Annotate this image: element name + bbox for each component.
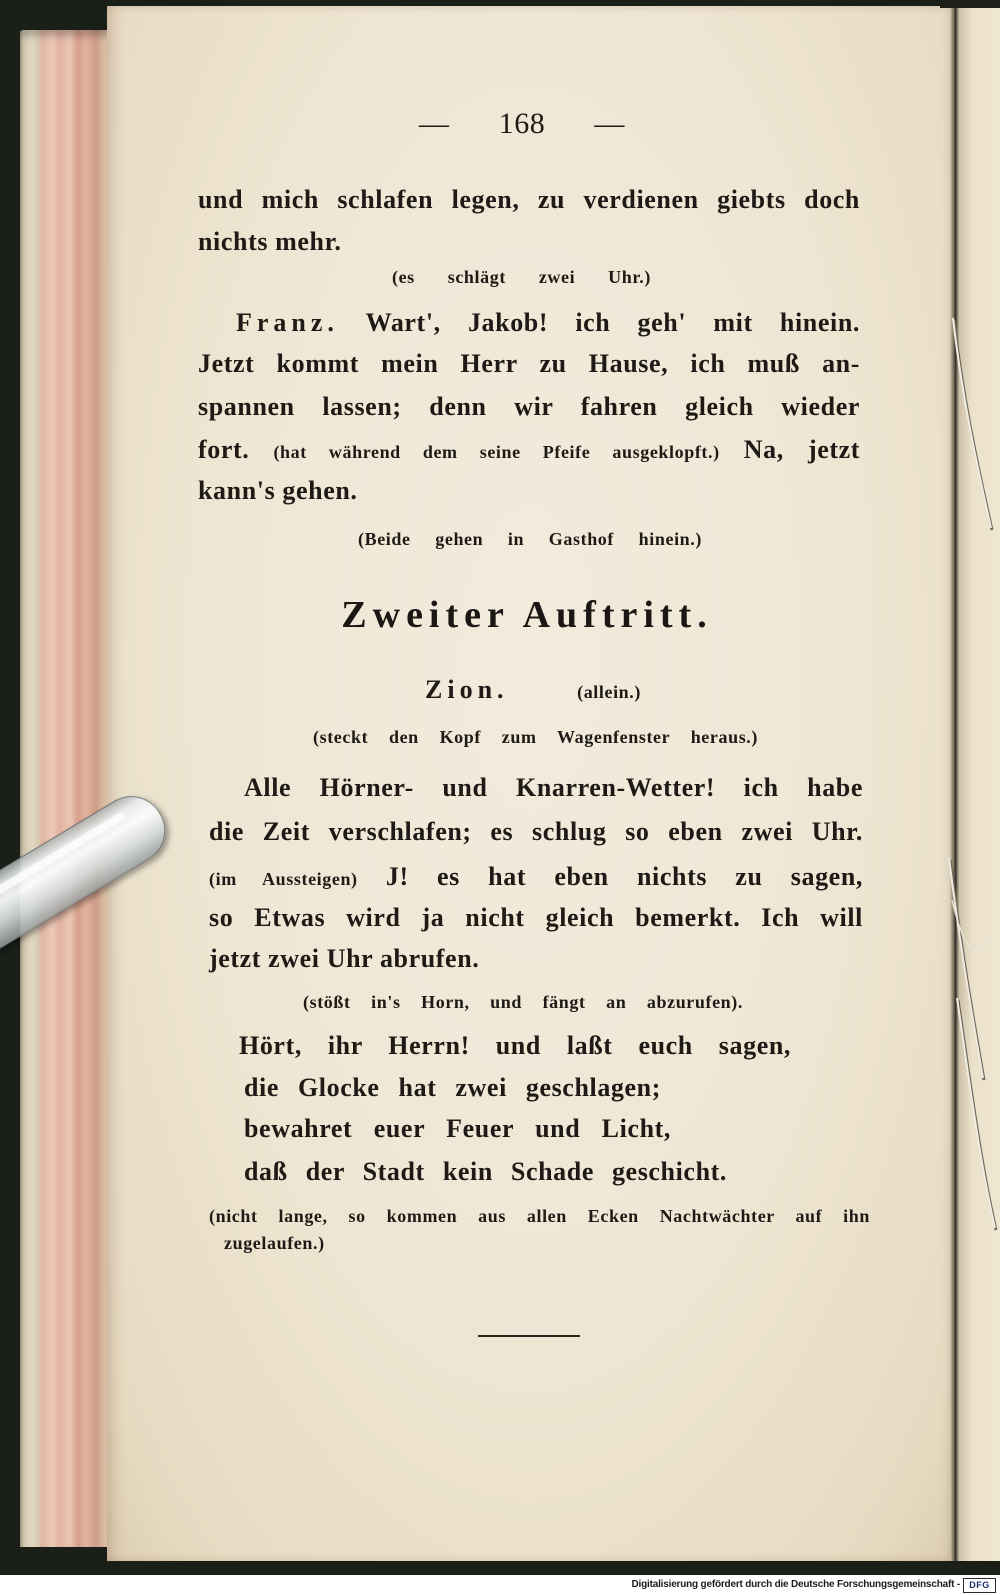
- text-line: die Zeit verschlafen; es schlug so eben zwei Uhr.: [209, 817, 863, 846]
- scene-heading: Zweiter Auftritt.: [341, 594, 713, 636]
- text-line: jetzt zwei Uhr abrufen.: [209, 944, 480, 973]
- text-line: [198, 433, 860, 467]
- text-line: so Etwas wird ja nicht gleich bemerkt. Ich will: [209, 903, 863, 932]
- page-number: — 168 —: [419, 107, 625, 140]
- character-note: (allein.): [577, 682, 641, 702]
- book-page: [107, 6, 954, 1561]
- stage-direction: (stößt in's Horn, und fängt an abzurufen).: [303, 992, 743, 1012]
- speaker-name: Franz.: [236, 308, 339, 337]
- verse-line: Hört, ihr Herrn! und laßt euch sagen,: [239, 1031, 791, 1060]
- stage-direction: zugelaufen.): [224, 1233, 325, 1253]
- verse-line: bewahret euer Feuer und Licht,: [244, 1114, 671, 1143]
- end-rule: [478, 1335, 580, 1337]
- dialogue-text: Wart', Jakob! ich geh' mit hinein.: [365, 308, 860, 337]
- binding-thread: [940, 300, 1000, 1260]
- page-stack-edges: [20, 30, 112, 1547]
- text-line: Jetzt kommt mein Herr zu Hause, ich muß an-: [198, 349, 860, 378]
- dialogue-text: fort.: [198, 435, 250, 464]
- dialogue-line-franz: [236, 306, 860, 340]
- verse-line: die Glocke hat zwei geschlagen;: [244, 1073, 661, 1102]
- character-heading: [425, 673, 641, 707]
- text-line: kann's gehen.: [198, 476, 358, 505]
- stage-direction: (Beide gehen in Gasthof hinein.): [358, 529, 702, 549]
- dialogue-text: Na, jetzt: [743, 435, 860, 464]
- text-line: nichts mehr.: [198, 227, 342, 256]
- dfg-logo: DFG: [963, 1578, 996, 1593]
- text-line: Alle Hörner- und Knarren-Wetter! ich habe: [244, 773, 863, 802]
- inline-stage-direction: (hat während dem seine Pfeife ausgeklopft.): [273, 442, 720, 462]
- stage-direction: (es schlägt zwei Uhr.): [392, 267, 651, 287]
- stage-direction: (steckt den Kopf zum Wagenfenster heraus.): [313, 727, 758, 747]
- stage-direction: (nicht lange, so kommen aus allen Ecken Nachtwächter auf ihn: [209, 1206, 870, 1226]
- top-shadow: [940, 0, 1000, 8]
- text-line: spannen lassen; denn wir fahren gleich wieder: [198, 392, 860, 421]
- digitization-credit-bar: [0, 1575, 1000, 1595]
- credit-text: Digitalisierung gefördert durch die Deutsche Forschungsgemeinschaft -: [631, 1579, 960, 1590]
- verse-line: daß der Stadt kein Schade geschicht.: [244, 1157, 727, 1186]
- text-line: [209, 860, 863, 894]
- dialogue-text: J! es hat eben nichts zu sagen,: [385, 862, 863, 891]
- character-name: Zion.: [425, 675, 509, 704]
- inline-stage-direction: (im Aussteigen): [209, 869, 358, 889]
- text-line: und mich schlafen legen, zu verdienen giebts doch: [198, 185, 860, 214]
